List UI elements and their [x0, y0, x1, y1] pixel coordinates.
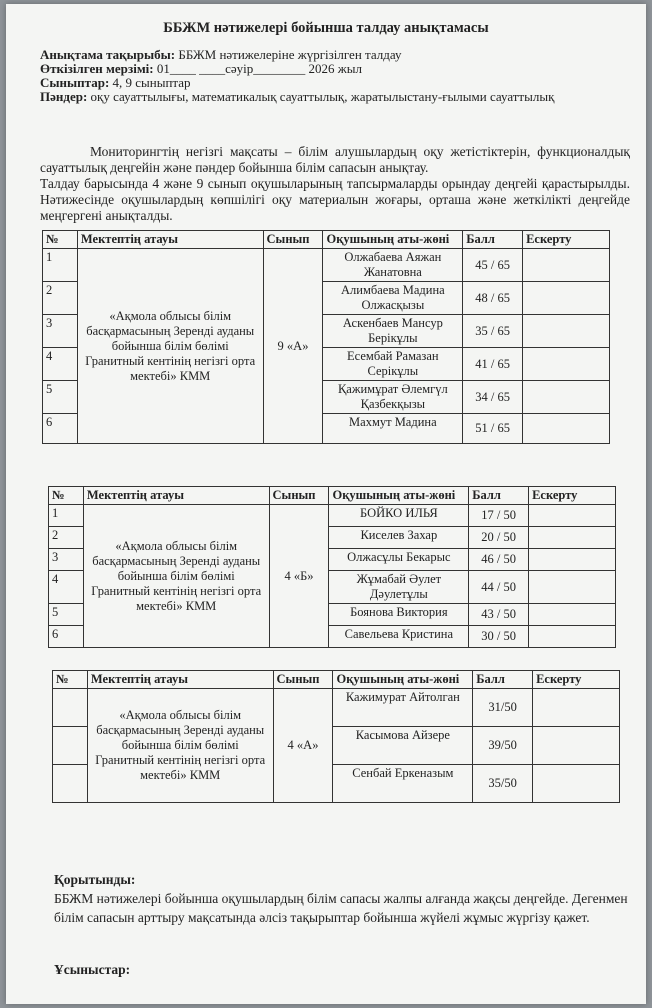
student-name: Олжасұлы Бекарыс	[329, 549, 469, 571]
table-header-row	[53, 671, 620, 689]
score-cell: 35 / 65	[463, 315, 523, 348]
document-title: ББЖМ нәтижелері бойынша талдау анықтамасы	[163, 20, 489, 36]
score-cell: 48 / 65	[463, 282, 523, 315]
conclusion-block	[54, 870, 634, 927]
note-cell	[529, 549, 616, 571]
intro-paragraph-2: Талдау барысында 4 және 9 сынып оқушыларының тапсырмаларды орындау деңгейі қарастырылды. Нәтижесінде оқушылардың көпшілігі оқу материалын жоғары, орташа және жеткілікті деңгейде меңгергені анықталды.	[40, 176, 630, 223]
note-cell	[529, 571, 616, 604]
score-cell: 46 / 50	[469, 549, 529, 571]
student-name: Алимбаева Мадина Олжасқызы	[323, 282, 463, 315]
col-note-header: Ескерту	[533, 671, 620, 689]
row-number	[53, 765, 88, 803]
student-name: Сенбай Еркеназым	[333, 765, 473, 803]
score-cell: 31/50	[473, 689, 533, 727]
col-school-header: Мектептің атауы	[87, 671, 273, 689]
score-cell: 35/50	[473, 765, 533, 803]
row-number: 1	[49, 505, 84, 527]
table-row	[53, 689, 620, 727]
row-number: 4	[49, 571, 84, 604]
note-cell	[523, 348, 610, 381]
note-cell	[529, 527, 616, 549]
student-name: Киселев Захар	[329, 527, 469, 549]
conclusion-text: ББЖМ нәтижелері бойынша оқушылардың білім сапасы жалпы алғанда жақсы деңгейде. Дегенмен білім сапасын арттыру мақсатында әлсіз тақырыптар бойынша жүйелі жұмыс жүргізу қажет.	[54, 891, 628, 925]
topic-line	[40, 48, 624, 62]
student-name: Боянова Виктория	[329, 604, 469, 626]
score-cell: 30 / 50	[469, 626, 529, 648]
grades-label: Сыныптар:	[40, 75, 110, 90]
recommendations-label: Ұсыныстар:	[54, 962, 131, 977]
note-cell	[533, 765, 620, 803]
topic-label: Анықтама тақырыбы:	[40, 47, 176, 62]
row-number: 5	[43, 381, 78, 414]
table-header-row	[49, 487, 616, 505]
col-note-header: Ескерту	[523, 231, 610, 249]
col-note-header: Ескерту	[529, 487, 616, 505]
note-cell	[533, 727, 620, 765]
col-school-header: Мектептің атауы	[83, 487, 269, 505]
note-cell	[523, 249, 610, 282]
row-number: 2	[49, 527, 84, 549]
conclusion-label: Қорытынды:	[54, 872, 136, 887]
row-number: 6	[49, 626, 84, 648]
note-cell	[529, 505, 616, 527]
student-name: Қажимұрат Әлемгүл Қазбекқызы	[323, 381, 463, 414]
school-name-cell: «Ақмола облысы білім басқармасының Зеренді ауданы бойынша білім бөлімі Гранитный кентінің негізгі орта мектебі» КММ	[83, 505, 269, 648]
score-cell: 41 / 65	[463, 348, 523, 381]
col-student-header: Оқушының аты-жөні	[329, 487, 469, 505]
student-name: Савельева Кристина	[329, 626, 469, 648]
date-line	[40, 62, 624, 76]
score-cell: 34 / 65	[463, 381, 523, 414]
student-name: Есембай Рамазан Серікұлы	[323, 348, 463, 381]
col-num-header: №	[43, 231, 78, 249]
row-number	[53, 689, 88, 727]
class-cell: 9 «А»	[263, 249, 323, 444]
student-name: Аскенбаев Мансур Берікұлы	[323, 315, 463, 348]
results-table-4a	[52, 670, 620, 803]
subjects-line	[40, 90, 624, 104]
table-header-row	[43, 231, 610, 249]
col-score-header: Балл	[473, 671, 533, 689]
row-number: 3	[49, 549, 84, 571]
subjects-label: Пәндер:	[40, 89, 88, 104]
col-class-header: Сынып	[273, 671, 333, 689]
score-cell: 43 / 50	[469, 604, 529, 626]
score-cell: 20 / 50	[469, 527, 529, 549]
col-num-header: №	[49, 487, 84, 505]
row-number: 6	[43, 414, 78, 444]
col-score-header: Балл	[463, 231, 523, 249]
col-num-header: №	[53, 671, 88, 689]
date-value: 01____ ____сәуір________ 2026 жыл	[156, 61, 362, 76]
note-cell	[523, 315, 610, 348]
student-name: Касымова Айзере	[333, 727, 473, 765]
table-row	[43, 249, 610, 282]
school-name-cell: «Ақмола облысы білім басқармасының Зеренді ауданы бойынша білім бөлімі Гранитный кентінің негізгі орта мектебі» КММ	[77, 249, 263, 444]
row-number: 2	[43, 282, 78, 315]
date-label: Өткізілген мерзімі:	[40, 61, 154, 76]
note-cell	[523, 282, 610, 315]
col-class-header: Сынып	[263, 231, 323, 249]
score-cell: 17 / 50	[469, 505, 529, 527]
col-score-header: Балл	[469, 487, 529, 505]
student-name: БОЙКО ИЛЬЯ	[329, 505, 469, 527]
note-cell	[523, 414, 610, 444]
subjects-value: оқу сауаттылығы, математикалық сауаттылық, жаратылыстану-ғылыми сауаттылық	[90, 89, 555, 104]
row-number: 3	[43, 315, 78, 348]
student-name: Жұмабай Әулет Дәулетұлы	[329, 571, 469, 604]
score-cell: 45 / 65	[463, 249, 523, 282]
col-school-header: Мектептің атауы	[77, 231, 263, 249]
col-student-header: Оқушының аты-жөні	[333, 671, 473, 689]
row-number	[53, 727, 88, 765]
note-cell	[529, 604, 616, 626]
note-cell	[523, 381, 610, 414]
grades-line	[40, 76, 624, 90]
topic-value: ББЖМ нәтижелеріне жүргізілген талдау	[178, 47, 402, 62]
col-class-header: Сынып	[269, 487, 329, 505]
row-number: 1	[43, 249, 78, 282]
score-cell: 51 / 65	[463, 414, 523, 444]
results-table-9a	[42, 230, 610, 444]
table-row	[49, 505, 616, 527]
score-cell: 44 / 50	[469, 571, 529, 604]
student-name: Кажимурат Айтолган	[333, 689, 473, 727]
student-name: Олжабаева Аяжан Жанатовна	[323, 249, 463, 282]
col-student-header: Оқушының аты-жөні	[323, 231, 463, 249]
row-number: 4	[43, 348, 78, 381]
school-name-cell: «Ақмола облысы білім басқармасының Зеренді ауданы бойынша білім бөлімі Гранитный кентінің негізгі орта мектебі» КММ	[87, 689, 273, 803]
class-cell: 4 «А»	[273, 689, 333, 803]
score-cell: 39/50	[473, 727, 533, 765]
student-name: Махмут Мадина	[323, 414, 463, 444]
intro-paragraph-1: Мониторингтің негізгі мақсаты – білім алушылардың оқу жетістіктерін, функционалдық сауаттылық деңгейін және пәндер бойынша білім сапасын анықтау.	[40, 144, 630, 175]
class-cell: 4 «Б»	[269, 505, 329, 648]
note-cell	[533, 689, 620, 727]
results-table-4b	[48, 486, 616, 648]
intro-text	[40, 144, 630, 224]
note-cell	[529, 626, 616, 648]
grades-value: 4, 9 сыныптар	[112, 75, 191, 90]
meta-block	[40, 48, 624, 104]
row-number: 5	[49, 604, 84, 626]
document-page	[6, 4, 646, 1004]
